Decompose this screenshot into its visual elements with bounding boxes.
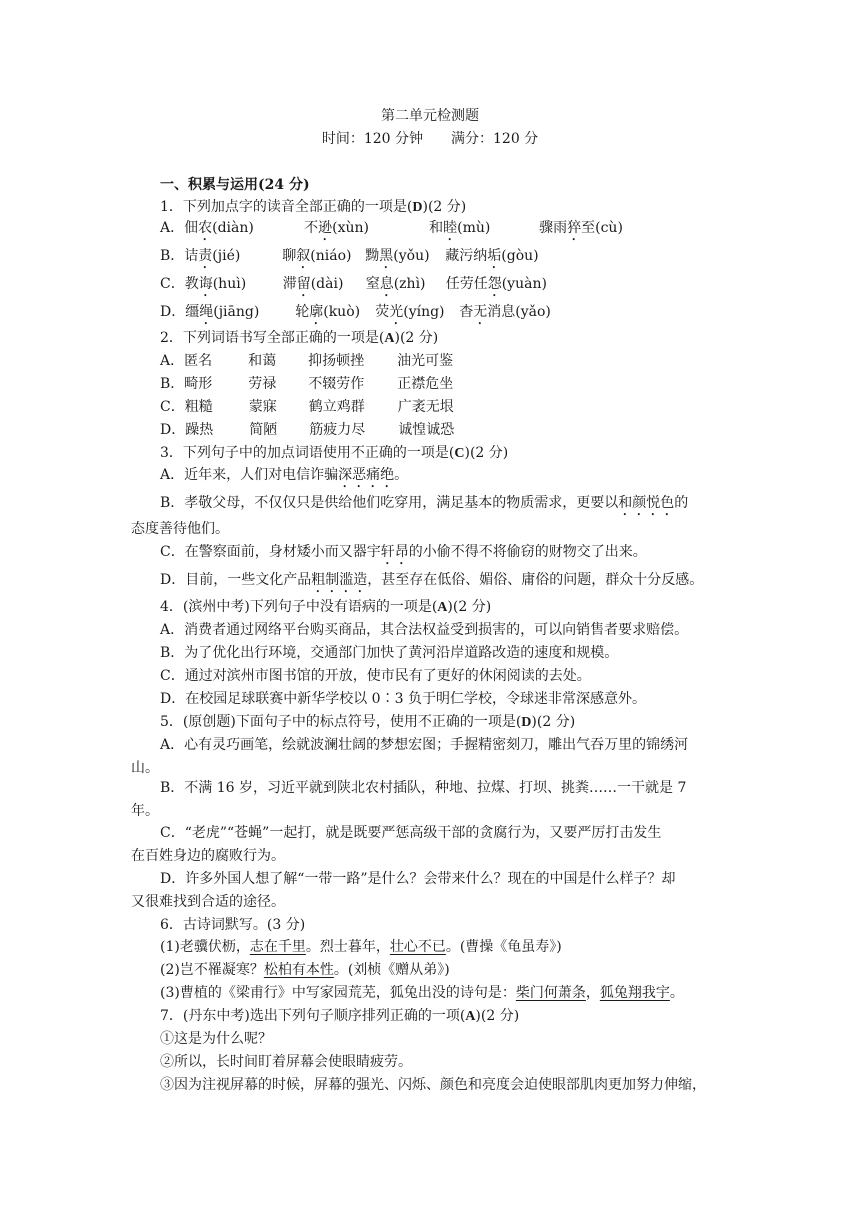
section-heading: 一、积累与运用(24 分) xyxy=(160,177,310,193)
option-item: 不逊(xùn) xyxy=(304,220,369,236)
question-3-option-b-cont: 态度善待他们。 xyxy=(131,521,229,537)
option-item: 缰绳(jiāng) xyxy=(185,304,260,320)
question-6-stem: 6．古诗词默写。(3 分) xyxy=(160,917,306,933)
question-7-sentence-1: ①这是为什么呢？ xyxy=(160,1031,272,1047)
question-2-option-d: D．躁热 简陋 筋疲力尽 诚惶诚恐 xyxy=(160,422,455,438)
option-item: 藏污纳垢(gòu) xyxy=(445,248,539,264)
question-7-sentence-2: ②所以，长时间盯着屏幕会使眼睛疲劳。 xyxy=(160,1054,412,1070)
question-1-option-a xyxy=(160,218,623,244)
option-item: 滞留(dài) xyxy=(282,276,344,292)
answer-letter: A xyxy=(437,600,448,615)
option-item: 杳无消息(yǎo) xyxy=(459,304,551,320)
question-2-option-b: B．畸形 劳禄 不辍劳作 正襟危坐 xyxy=(160,376,454,392)
question-4-option-d: D．在校园足球联赛中新华学校以 0∶3 负于明仁学校，令球迷非常深感意外。 xyxy=(160,691,646,707)
option-label: A． xyxy=(160,220,185,236)
question-1-option-b: B．诘责(jié) 聊叙(niáo) 黝黑(yǒu) 藏污纳垢(gòu) xyxy=(160,246,539,272)
question-5-option-b-cont: 年。 xyxy=(131,803,159,819)
option-item: 窒息(zhì) xyxy=(365,276,426,292)
question-5-option-d: D．许多外国人想了解“一带一路”是什么？会带来什么？现在的中国是什么样子？却 xyxy=(160,871,676,887)
question-2-stem: 2．下列词语书写全部正确的一项是(A)(2 分) xyxy=(160,330,439,346)
filled-answer: 志在千里 xyxy=(249,939,306,955)
filled-answer: 壮心不已 xyxy=(389,939,446,955)
option-item: 佃农(diàn) xyxy=(184,220,254,236)
question-4-option-b: B．为了优化出行环境，交通部门加快了黄河沿岸道路改造的速度和规模。 xyxy=(160,645,619,661)
answer-letter: C xyxy=(454,446,465,461)
filled-answer: 松柏有本性 xyxy=(263,962,334,978)
answer-letter: D xyxy=(412,200,423,215)
question-3-option-b: B．孝敬父母，不仅仅只是供给他们吃穿用，满足基本的物质需求，更要以和颜悦色的 xyxy=(160,495,689,511)
answer-letter: A xyxy=(465,1009,476,1024)
option-item: 教诲(huì) xyxy=(184,276,247,292)
question-5-option-d-cont: 又很难找到合适的途径。 xyxy=(131,894,285,910)
exam-time-info: 时间：120 分钟 满分：120 分 xyxy=(321,131,539,147)
question-3-option-d: D．目前，一些文化产品粗制滥造，甚至存在低俗、媚俗、庸俗的问题，群众十分反感。 xyxy=(160,572,704,588)
question-4-option-c: C．通过对滨州市图书馆的开放，使市民有了更好的休闲阅读的去处。 xyxy=(160,668,591,684)
option-item: 诘责(jié) xyxy=(184,248,241,264)
question-5-option-c-cont: 在百姓身边的腐败行为。 xyxy=(131,848,285,864)
page-title: 第二单元检测题 xyxy=(381,108,479,124)
question-7-stem: 7．(丹东中考)选出下列句子顺序排列正确的一项(A)(2 分) xyxy=(160,1008,520,1024)
question-7-sentence-3: ③因为注视屏幕的时候，屏幕的强光、闪烁、颜色和亮度会迫使眼部肌肉更加努力伸缩， xyxy=(160,1077,706,1093)
option-item: 轮廓(kuò) xyxy=(295,304,361,320)
question-1-option-d: D．缰绳(jiāng) 轮廓(kuò) 荧光(yíng) 杳无消息(yǎo) xyxy=(160,302,551,328)
stem-tail: )(2 分) xyxy=(422,199,467,215)
option-item: 荧光(yíng) xyxy=(375,304,445,320)
question-5-option-b: B．不满 16 岁，习近平就到陕北农村插队，种地、拉煤、打坝、挑粪……一干就是 7 xyxy=(160,780,687,796)
question-4-option-a: A．消费者通过网络平台购买商品，其合法权益受到损害的，可以向销售者要求赔偿。 xyxy=(160,622,689,638)
filled-answer: 狐兔翔我宇 xyxy=(599,985,670,1001)
option-item: 任劳任怨(yuàn) xyxy=(445,276,547,292)
question-5-option-a-cont: 山。 xyxy=(131,760,159,776)
question-1-option-c: C．教诲(huì) 滞留(dài) 窒息(zhì) 任劳任怨(yuàn) xyxy=(160,274,547,300)
question-5-option-c: C．“老虎”“苍蝇”一起打，就是既要严惩高级干部的贪腐行为，又要严厉打击发生 xyxy=(160,825,662,841)
question-5-stem: 5．(原创题)下面句子中的标点符号，使用不正确的一项是(D)(2 分) xyxy=(160,714,576,730)
question-3-stem: 3．下列句子中的加点词语使用不正确的一项是(C)(2 分) xyxy=(160,445,509,461)
question-4-stem: 4．(滨州中考)下列句子中没有语病的一项是(A)(2 分) xyxy=(160,599,492,615)
question-5-option-a: A．心有灵巧画笔，绘就波澜壮阔的梦想宏图；手握精密刻刀，雕出气吞万里的锦绣河 xyxy=(160,737,689,753)
option-item: 聊叙(niáo) xyxy=(282,248,352,264)
question-2-option-a: A．匿名 和蔼 抑扬顿挫 油光可鉴 xyxy=(160,353,454,369)
question-3-option-a: A．近年来，人们对电信诈骗深恶痛绝。 xyxy=(160,467,409,483)
question-3-option-c: C．在警察面前，身材矮小而又器宇轩昂的小偷不得不将偷窃的财物交了出来。 xyxy=(160,544,647,560)
answer-letter: A xyxy=(384,331,395,346)
question-6-line-2: (2)岂不罹凝寒？松柏有本性。(刘桢《赠从弟》) xyxy=(160,962,450,978)
question-2-option-c: C．粗糙 蒙寐 鹤立鸡群 广袤无垠 xyxy=(160,399,454,415)
answer-letter: D xyxy=(521,715,532,730)
option-item: 和睦(mù) xyxy=(429,220,491,236)
question-6-line-1: (1)老骥伏枥，志在千里。烈士暮年，壮心不已。(曹操《龟虽寿》) xyxy=(160,939,562,955)
filled-answer: 柴门何萧条 xyxy=(515,985,586,1001)
stem-text: 1．下列加点字的读音全部正确的一项是( xyxy=(160,199,413,215)
question-1-stem xyxy=(160,197,466,218)
option-item: 骤雨猝至(cù) xyxy=(539,220,623,236)
option-item: 黝黑(yǒu) xyxy=(365,248,430,264)
question-6-line-3: (3)曹植的《梁甫行》中写家园荒芜，狐兔出没的诗句是：柴门何萧条，狐兔翔我宇。 xyxy=(160,985,684,1001)
